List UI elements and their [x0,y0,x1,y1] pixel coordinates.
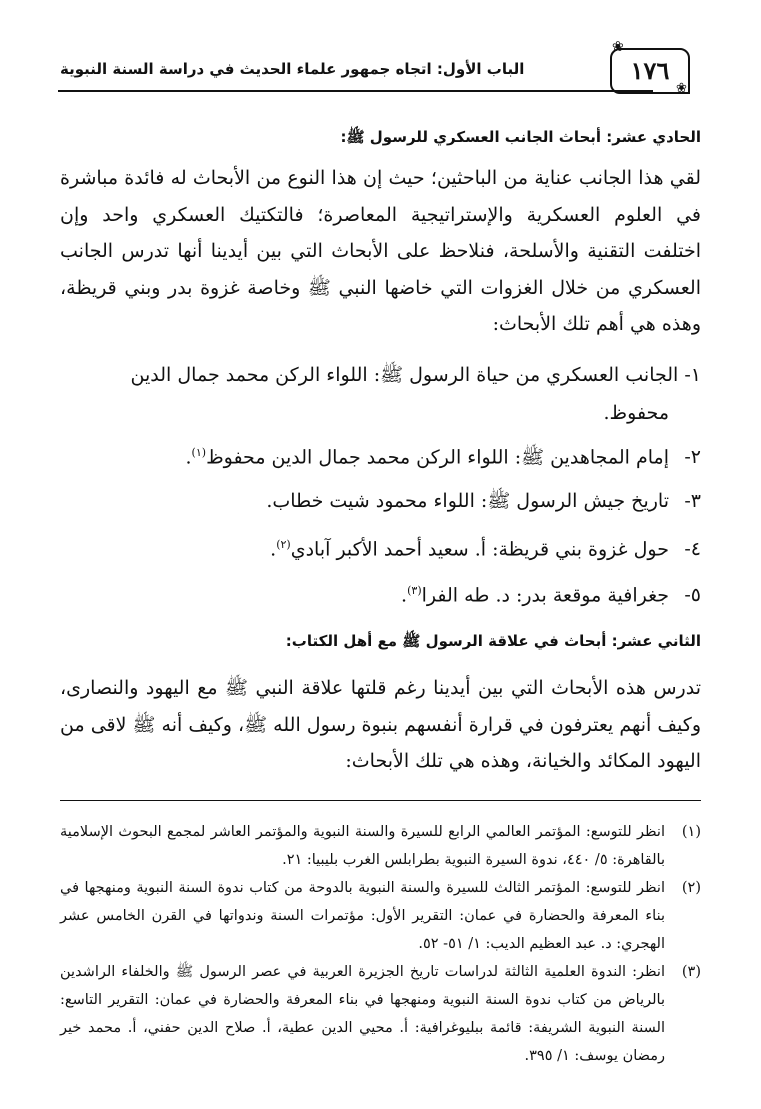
footnote [60,874,701,958]
list-item-number: ٢- [684,446,701,469]
footnote-ref: (٣) [407,584,422,597]
section-paragraph-people-of-book: تدرس هذه الأبحاث التي بين أيدينا رغم قلتها علاقة النبي ﷺ مع اليهود والنصارى، وكيف أنهم يعترفون في قرارة أنفسهم بنبوة رسول الله ﷺ، وكيف أنه ﷺ لاقى من اليهود المكائد والخيانة، وهذه هي تلك الأبحاث: [60,677,701,772]
list-item-end: . [270,538,277,561]
list-item [60,528,701,566]
section-heading-people-of-book: الثاني عشر: أبحاث في علاقة الرسول ﷺ مع أهل الكتاب: [285,632,701,650]
footnotes [60,818,701,1070]
footnote-number: (١) [681,824,701,840]
list-item-text: حول غزوة بني قريظة: أ. سعيد أحمد الأكبر آبادي [290,538,669,561]
footnote-text: انظر للتوسع: المؤتمر العالمي الرابع للسيرة والسنة النبوية والمؤتمر العاشر لمجمع البحوث الإسلامية بالقاهرة: ٥/ ٤٤٠، ندوة السيرة النبوية بطرابلس الغرب بليبيا: ٢١. [60,824,665,868]
list-item [60,356,701,432]
flower-ornament-icon: ❀ [676,81,687,96]
section-paragraph-military: لقي هذا الجانب عناية من الباحثين؛ حيث إن هذا النوع من الأبحاث له فائدة مباشرة في العلوم العسكرية والإستراتيجية المعاصرة؛ فالتكتيك العسكري واحد وإن اختلفت التقنية والأسلحة، فنلاحظ على الأبحاث التي بين أيدينا أنها تدرس الجانب العسكري من خلال الغزوات التي خاضها النبي ﷺ وخاصة غزوة بدر وبني قريظة، وهذه هي أهم تلك الأبحاث: [60,167,701,335]
footnote-text: انظر: الندوة العلمية الثالثة لدراسات تاريخ الجزيرة العربية في عصر الرسول ﷺ والخلفاء الراشدين بالرياض من كتاب ندوة السنة النبوية ومنهجها في بناء المعرفة والحضارة في عمان: التقرير التاسع: السنة النبوية الشريفة: قائمة ببليوغرافية: أ. محيي الدين عطية، أ. صلاح الدين حفني، أ. محمد خير رمضان يوسف: ١/ ٣٩٥. [60,964,665,1064]
running-header-title: الباب الأول: اتجاه جمهور علماء الحديث في دراسة السنة النبوية [60,60,525,78]
list-item-number: ٣- [684,490,701,512]
footnote [60,818,701,874]
list-item-end: . [185,446,192,469]
list-item-end: . [401,584,408,607]
footnote-ref: (١) [191,446,207,459]
footnote-number: (٢) [681,880,701,896]
section-heading-military: الحادي عشر: أبحاث الجانب العسكري للرسول ﷺ: [340,128,701,146]
list-item-number: ١- [684,364,701,386]
list-item-text: جغرافية موقعة بدر: د. طه الفرا [421,584,669,607]
list-item-text: الجانب العسكري من حياة الرسول ﷺ: اللواء الركن محمد جمال الدين محفوظ. [130,364,679,424]
footnote-text: انظر للتوسع: المؤتمر الثالث للسيرة والسنة النبوية بالدوحة من كتاب ندوة السنة النبوية ومنهجها في بناء المعرفة والحضارة في عمان: التقرير الأول: مؤتمرات السنة وندواتها في القرن الخامس عشر الهجري: د. عبد العظيم الديب: ١/ ٥١- ٥٢. [60,880,665,952]
footnote-ref: (٢) [276,538,291,551]
list-item [60,574,701,612]
list-item [60,484,701,518]
list-item-text: إمام المجاهدين ﷺ: اللواء الركن محمد جمال الدين محفوظ [206,446,669,469]
footnote-number: (٣) [681,964,701,980]
list-item [60,436,701,474]
page-number: ١٧٦ [610,48,690,94]
flower-ornament-icon: ❀ [612,39,624,55]
header-rule [58,90,653,92]
list-item-number: ٤- [684,538,701,561]
list-item-text: تاريخ جيش الرسول ﷺ: اللواء محمود شيت خطاب. [266,490,669,512]
footnote [60,958,701,1070]
list-item-number: ٥- [684,584,701,607]
footnote-divider [60,800,701,801]
